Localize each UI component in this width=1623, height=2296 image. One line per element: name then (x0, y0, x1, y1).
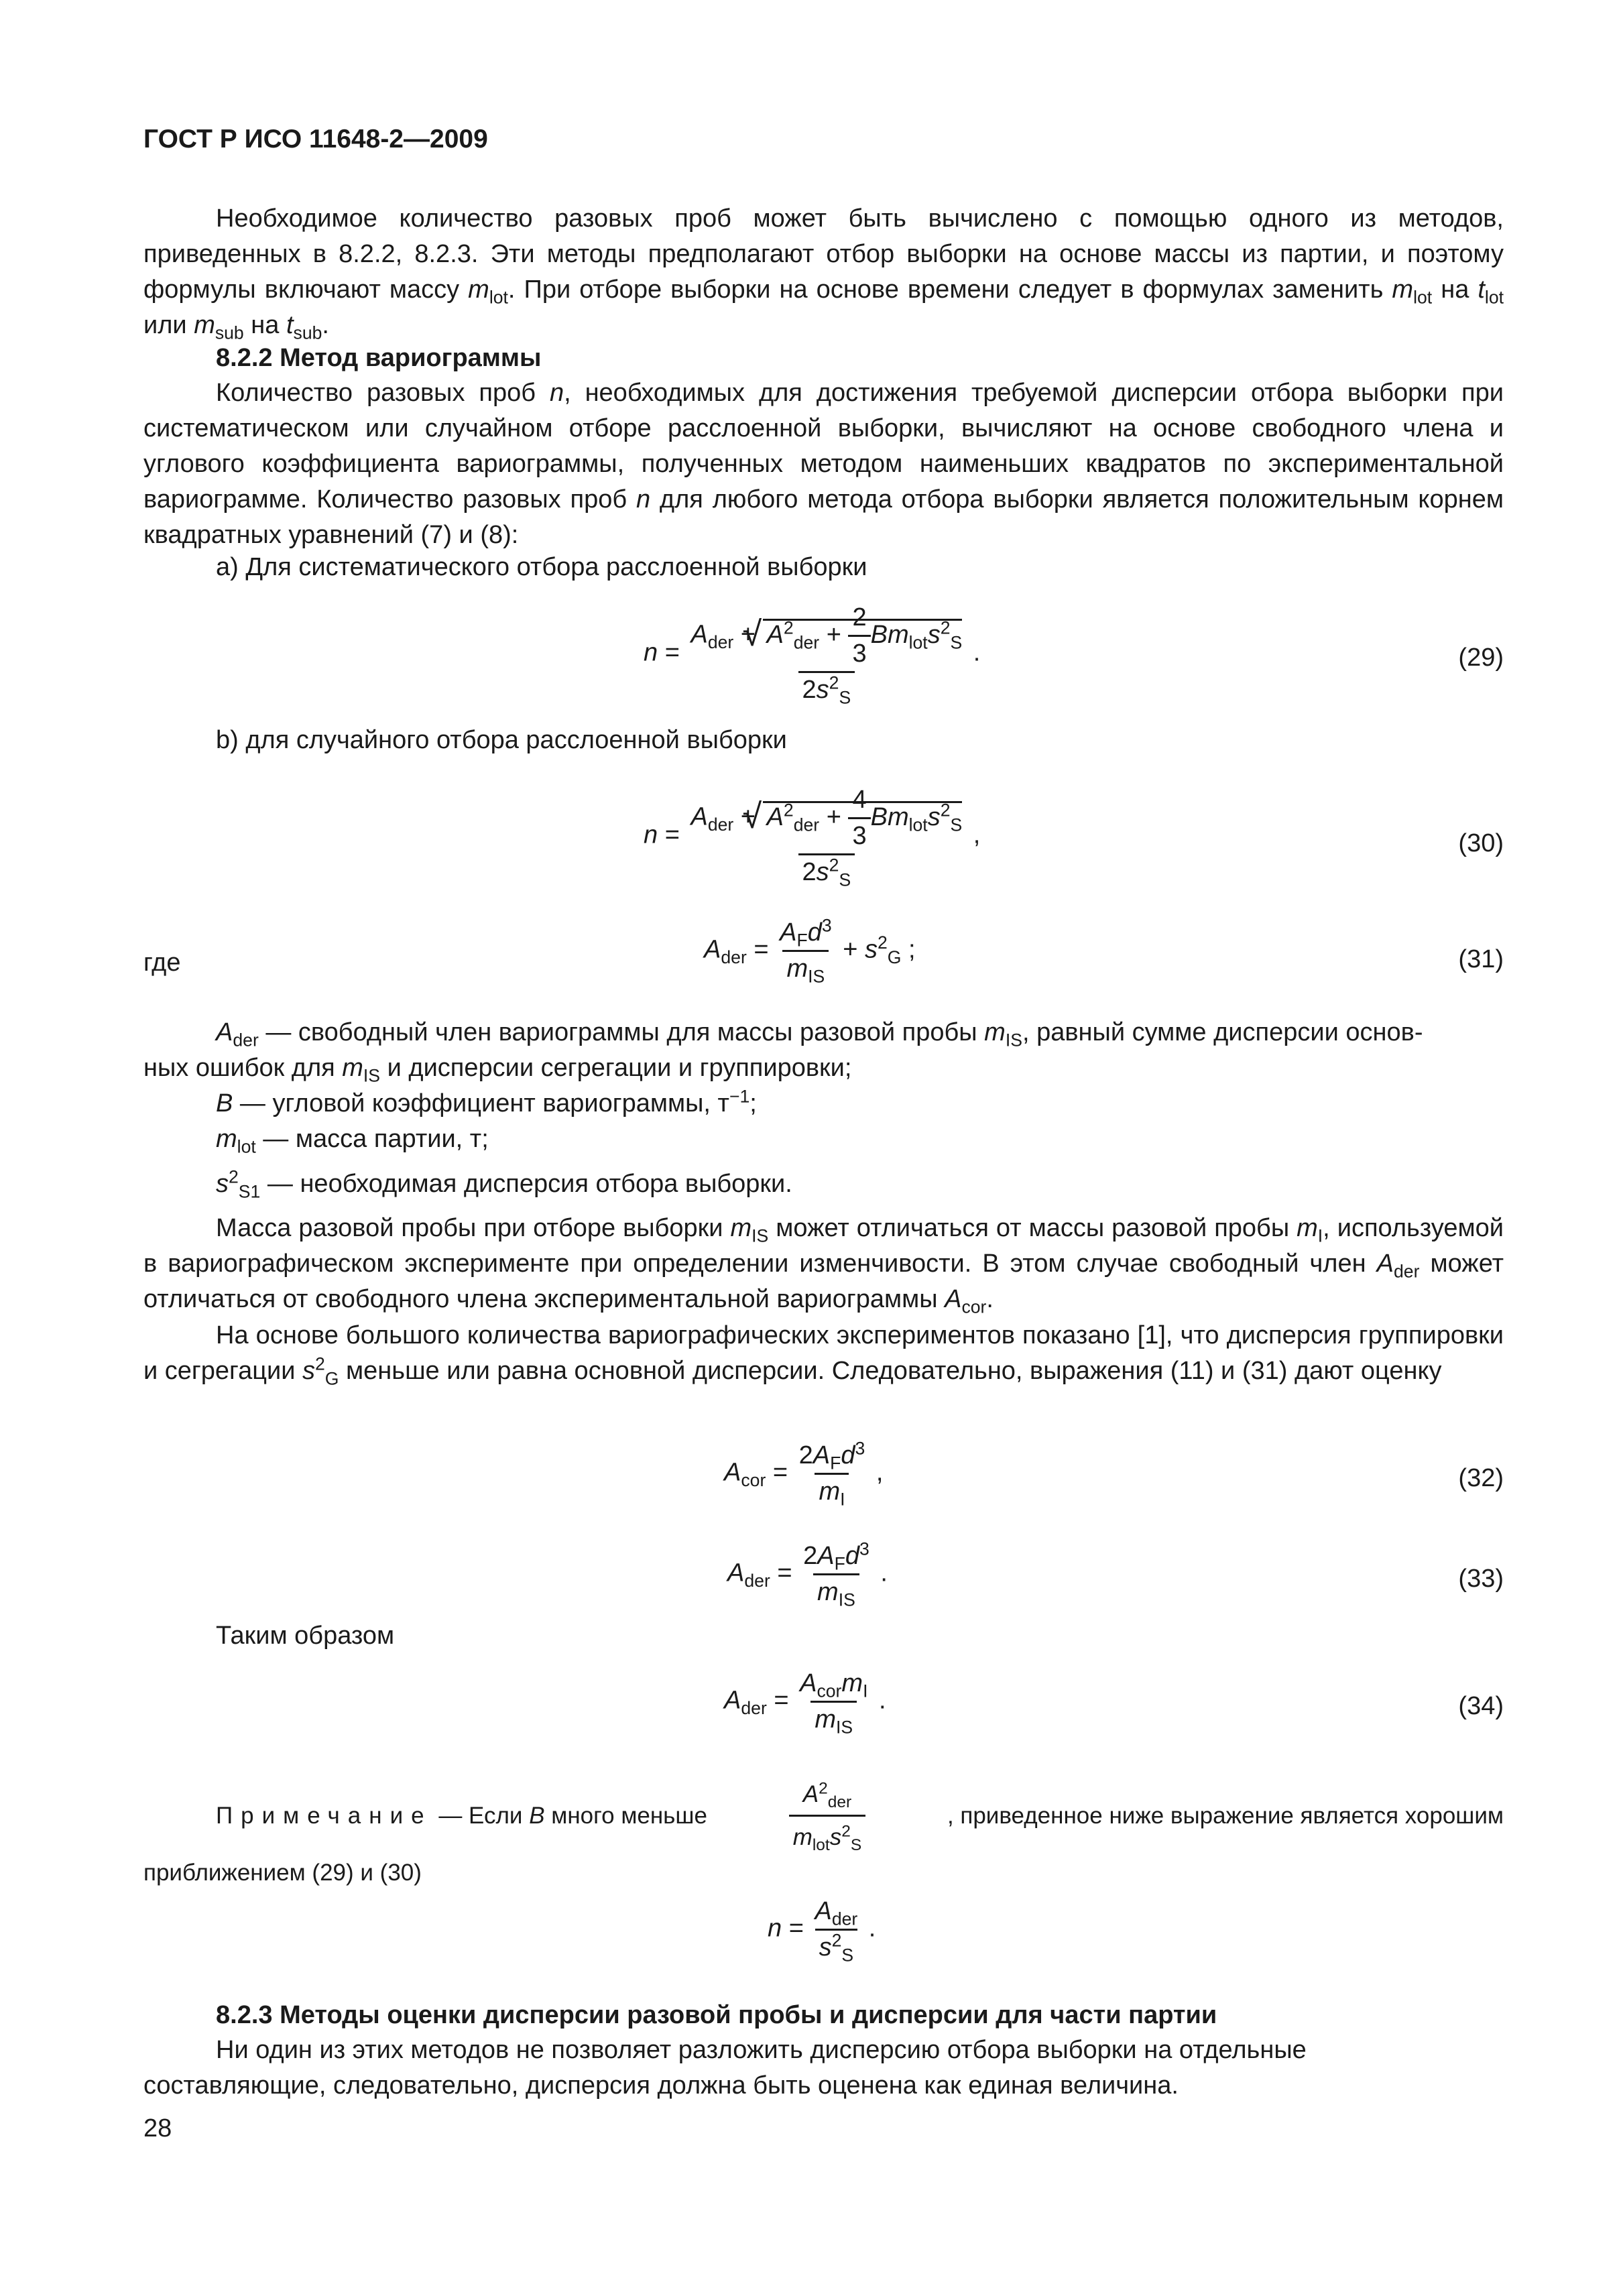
equation-number-31: (31) (1458, 945, 1504, 973)
section-heading-822: 8.2.2 Метод вариограммы (216, 344, 542, 372)
definition-b: B — угловой коэффициент вариограммы, $т^{-1}$; (216, 1086, 757, 1117)
variogram-paragraph (143, 375, 1504, 553)
note-tail: , приведенное ниже выражение является хорошим (947, 1803, 1504, 1829)
section-heading-823: 8.2.3 Методы оценки дисперсии разовой пробы и дисперсии для части партии (216, 2001, 1217, 2029)
note-line-2: приближением (29) и (30) (143, 1860, 422, 1886)
formula-29: n = $A_{der}$ + √ $A^2_{der}$ + $\frac{2}{3}$ $Bm_{lot}s^2_S$ $2s^2_S$ . (644, 603, 980, 697)
estimate-paragraph: На основе большого количества вариографических экспериментов показано [1], что дисперсия группировки и сегрегации $s^2_G$ меньше или равна основной дисперсии. Следовательно, выражения (11) и (31) дают оценку (143, 1321, 1504, 1389)
note-block (143, 1776, 1504, 1890)
final-paragraph (143, 2033, 1504, 2104)
variogram-line-5: корнем квадратных уравнений (7) и (8): (143, 485, 1504, 549)
equation-number-33: (33) (1458, 1565, 1504, 1593)
note-fraction: $\frac{A^2_{der}}{m_{lot}s^2_S}$ (789, 1776, 866, 1855)
variogram-line-4: вариограмме. Количество разовых проб n для любого метода отбора выборки является положительным (143, 485, 1409, 513)
formula-approximation: n = $\frac{A_{der}}{s^2_S}$ . (768, 1897, 876, 1966)
formula-33: $A_{der}$ = $\frac{2A_Fd^3}{m_{IS}}$ . (727, 1538, 888, 1610)
intro-line-1: Необходимое количество разовых проб может быть вычислено с помощью одного из методов, (216, 204, 1504, 233)
intro-line-2: приведенных в 8.2.2, 8.2.3. Эти методы предполагают отбор выборки на основе массы из партии, и поэтому (143, 240, 1504, 268)
definition-ader: $A_{der}$ — свободный член вариограммы для массы разовой пробы $m_{IS}$, равный сумме дисперсии основ- (216, 1018, 1423, 1050)
intro-line-4: $m_{lot}$ на $t_{lot}$ или $m_{sub}$ на $t_{sub}$. (143, 276, 1504, 343)
equation-number-34: (34) (1458, 1692, 1504, 1720)
definition-ader-cont: ных ошибок для $m_{IS}$ и дисперсии сегрегации и группировки; (143, 1054, 852, 1086)
note-line-1: Примечание — Если B много меньше $\frac{A^2_{der}}{m_{lot}s^2_S}$ , приведенное ниже выражение является хорошим (143, 1776, 1504, 1855)
document-header: ГОСТ Р ИСО 11648-2—2009 (143, 125, 488, 154)
item-a: а) Для систематического отбора расслоенной выборки (216, 553, 867, 581)
equation-number-29: (29) (1458, 644, 1504, 672)
mass-paragraph: Масса разовой пробы при отборе выборки $m_{IS}$ может отличаться от массы разовой пробы $m_I$, используемой в вариографическом эксперименте при определении изменчивости. В этом случае свободный член $A_{der}$ может отличаться от свободного члена экспериментальной вариограммы $A_{cor}$. (143, 1214, 1504, 1317)
formula-34: $A_{der}$ = $\frac{A_{cor}m_I}{m_{IS}}$ . (724, 1669, 886, 1738)
intro-line-3: формулы включают массу $m_{lot}$. При отборе выборки на основе времени следует в формулах заменить (143, 276, 1384, 308)
intro-paragraph (143, 201, 1504, 343)
variogram-line-1: Количество разовых проб n, необходимых для достижения требуемой дисперсии отбора выборки при (216, 379, 1504, 407)
item-b: b) для случайного отбора расслоенной выборки (216, 726, 787, 754)
equation-number-30: (30) (1458, 829, 1504, 857)
variogram-line-2: систематическом или случайном отборе расслоенной выборки, вычисляют на основе свободного члена и (143, 414, 1504, 442)
final-line-1: Ни один из этих методов не позволяет разложить дисперсию отбора выборки на отдельные (216, 2036, 1307, 2064)
equation-number-32: (32) (1458, 1464, 1504, 1492)
thus-label: Таким образом (216, 1622, 395, 1650)
variogram-line-3: углового коэффициента вариограммы, полученных методом наименьших квадратов по экспериментальной (143, 450, 1504, 478)
definitions (143, 1015, 1504, 1202)
formula-30: n = $A_{der}$ + √ $A^2_{der}$ + $\frac{4}{3}$ $Bm_{lot}s^2_S$ $2s^2_S$ , (644, 786, 980, 880)
formula-31: $A_{der}$ = $\frac{A_Fd^3}{m_{IS}}$ + $s^2_G$ ; (704, 915, 916, 987)
final-line-2: составляющие, следовательно, дисперсия должна быть оценена как единая величина. (143, 2071, 1179, 2100)
definition-s2s1: $s^2_{S1}$ — необходимая дисперсия отбора выборки. (216, 1166, 792, 1202)
definition-mlot: $m_{lot}$ — масса партии, т; (216, 1125, 489, 1157)
formula-32: $A_{cor}$ = $\frac{2A_Fd^3}{m_I}$ , (724, 1438, 884, 1510)
page-number: 28 (143, 2114, 172, 2142)
where-label: где (143, 949, 181, 977)
